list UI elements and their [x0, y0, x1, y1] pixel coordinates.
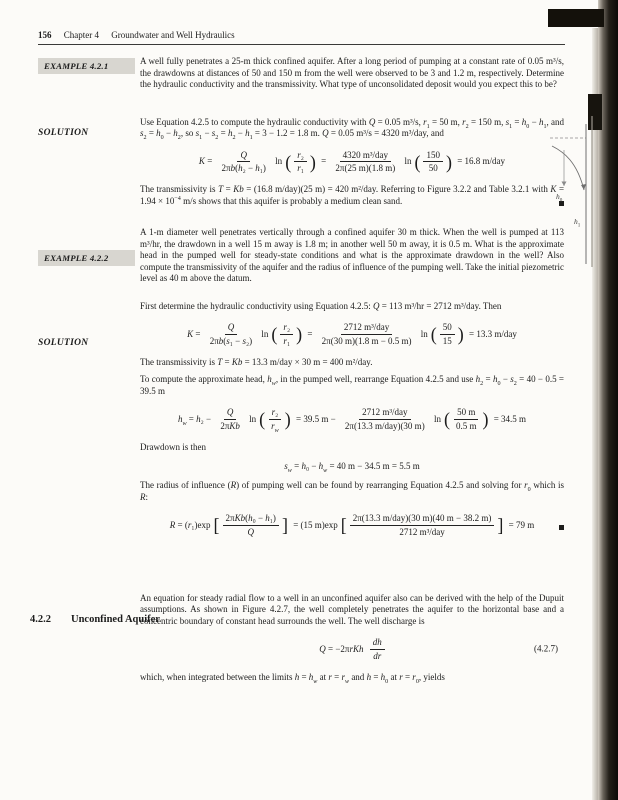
equation-radius-of-influence: R = (r₁)exp [ $\frac{\text{2πKb(h₀ − h₁)}}{Q}$ ] = (15 m)exp [ $\frac{\text{2π(13.3 m/day)(30 m)(40 m − 38.2 m)}}{\text{2712 m³/day}}$ ] = 79 m	[169, 513, 535, 537]
main-text-column	[140, 56, 564, 683]
end-of-example-marker	[559, 525, 564, 530]
running-header	[38, 30, 235, 40]
equation-radius-of-influence-wrap	[140, 513, 564, 538]
example-421-label	[38, 58, 135, 74]
solution-1-para-2-text: The transmissivity is T = Kb = (16.8 m/day)(25 m) = 420 m²/day. Referring to Figure 3.2.2 and Table 3.2.1 with $K = 1.94 \times 10^{-4}$ m/s shows that this aquifer is probably a medium clean sand.	[140, 184, 565, 206]
example-421-body: A well fully penetrates a 25-m thick confined aquifer. After a long period of pumping at a constant rate of 0.05 m³/s, the drawdowns at distances of 50 and 150 m from the well were observed to be 3 and 1.2 m, respectively. Determine the hydraulic conductivity and the transmissivity. What type of unconsolidated deposit would you expect this to be?	[140, 56, 564, 89]
solution-2-para-1: First determine the hydraulic conductivity using Equation 4.2.5: Q = 113 m³/hr = 2712 m³/day. Then	[140, 300, 502, 311]
chapter-title: Groundwater and Well Hydraulics	[111, 30, 235, 40]
equation-427-wrap	[140, 637, 564, 662]
example-422-body: A 1-m diameter well penetrates vertically through a confined aquifer 30 m thick. When the well is pumped at 113 m³/hr, the drawdown in a well 15 m away is 1.8 m; in another well 50 m away, it is 0.5 m. What is the approximate head in the pumped well for steady-state conditions and what is the approximate drawdown in the well? Also compute the transmissivity of the aquifer and the radius of influence of the pumping well. Take the initial piezometric level as 40 m above the datum.	[140, 227, 564, 284]
solution-1-para-2	[140, 184, 564, 207]
example-421-label-text: EXAMPLE 4.2.1	[44, 61, 109, 71]
equation-head-pumped-well: $h_w = h_2$ − $\frac{Q}{\text{2πKb}}$ ln ( $\frac{\text{r₂}}{r_w}$ ) = 39.5 m − $\frac{\text{2712 m³/day}}{\text{2π(13.3 m/day)(30 m)}}$ ln ( $\frac{50 m}{0.5 m}$ ) = 34.5 m	[177, 407, 527, 434]
equation-number: (4.2.7)	[534, 643, 558, 654]
chapter-label: Chapter 4	[63, 30, 99, 40]
example-422-label	[38, 250, 135, 266]
example-422-label-text: EXAMPLE 4.2.2	[44, 253, 109, 263]
figure-label-h0: $h_0$	[556, 192, 563, 204]
solution-2-label: SOLUTION	[38, 338, 89, 348]
section-para-1: An equation for steady radial flow to a well in an unconfined aquifer also can be derived with the help of the Dupuit assumptions. As shown in Figure 4.2.7, the well completely penetrates the aquifer to the horizontal base and a concentric boundary of constant head surrounds the well. The well discharge is	[140, 592, 564, 626]
equation-hydraulic-conductivity-ex1: K = $\frac{Q}{\text{2πb(h₂ − h₁)}}$ ln ( $\frac{\text{r₂}}{\text{r₁}}$ ) = $\frac{\text{4320 m³/day}}{2\pi(25 m)(1.8 m)}$ ln ( $\frac{150}{50}$ ) = 16.8 m/day	[198, 149, 506, 174]
equation-hydraulic-conductivity-ex2: K = $\frac{Q}{\text{2πb(s₁ − s₂)}}$ ln ( $\frac{\text{r₂}}{\text{r₁}}$ ) = $\frac{\text{2712 m³/day}}{2\pi(30 m)(1.8 m - 0.5 m)}$ ln ( $\frac{50}{15}$ ) = 13.3 m/day	[187, 322, 517, 346]
solution-2-para-3: To compute the approximate head, $h_w$, in the pumped well, rearrange Equation 4.2.5 and use $h_2 = h_0 - s_2 = 40 - 0.5 = 39.5$ m	[140, 374, 564, 396]
figure-label-h1: $h_1$	[574, 217, 581, 229]
figure-fragment	[550, 116, 598, 268]
solution-2-para-2: The transmissivity is T = Kb = 13.3 m/day × 30 m = 400 m²/day.	[140, 356, 373, 367]
section-number: 4.2.2	[30, 614, 51, 625]
page-number: 156	[38, 30, 52, 40]
solution-2-para-5: The radius of influence (R) of pumping well can be found by rearranging Equation 4.2.5 and solving for $r_0$ which is R:	[140, 480, 565, 502]
solution-2-para-4: Drawdown is then	[140, 441, 206, 452]
section-title: Unconfined Aquifer	[71, 614, 160, 625]
solution-1-label: SOLUTION	[38, 128, 89, 138]
scan-artifact-bar	[548, 9, 604, 27]
solution-1-para-1: Use Equation 4.2.5 to compute the hydraulic conductivity with Q = 0.05 m³/s, $r_1 = 50$ m, $r_2 = 150$ m, $s_1 = h_0 - h_1$, and $s_2 = h_0 - h_2$, so $s_1 - s_2 = h_2 - h_1 = 3 - 1.2 = 1.8$ m. Q = 0.05 m³/s = 4320 m³/day, and	[140, 116, 565, 141]
equation-well-discharge: Q = −2πrKh $\frac{dh}{dr}$	[140, 637, 564, 662]
equation-drawdown: $s_w = h_0 - h_w = 40$ m − 34.5 m = 5.5 m	[284, 461, 420, 475]
header-rule	[38, 44, 565, 45]
section-para-2: which, when integrated between the limits $h = h_w$ at $r = r_w$ and $h = h_0$ at $r = r_0$, yields	[140, 671, 445, 685]
